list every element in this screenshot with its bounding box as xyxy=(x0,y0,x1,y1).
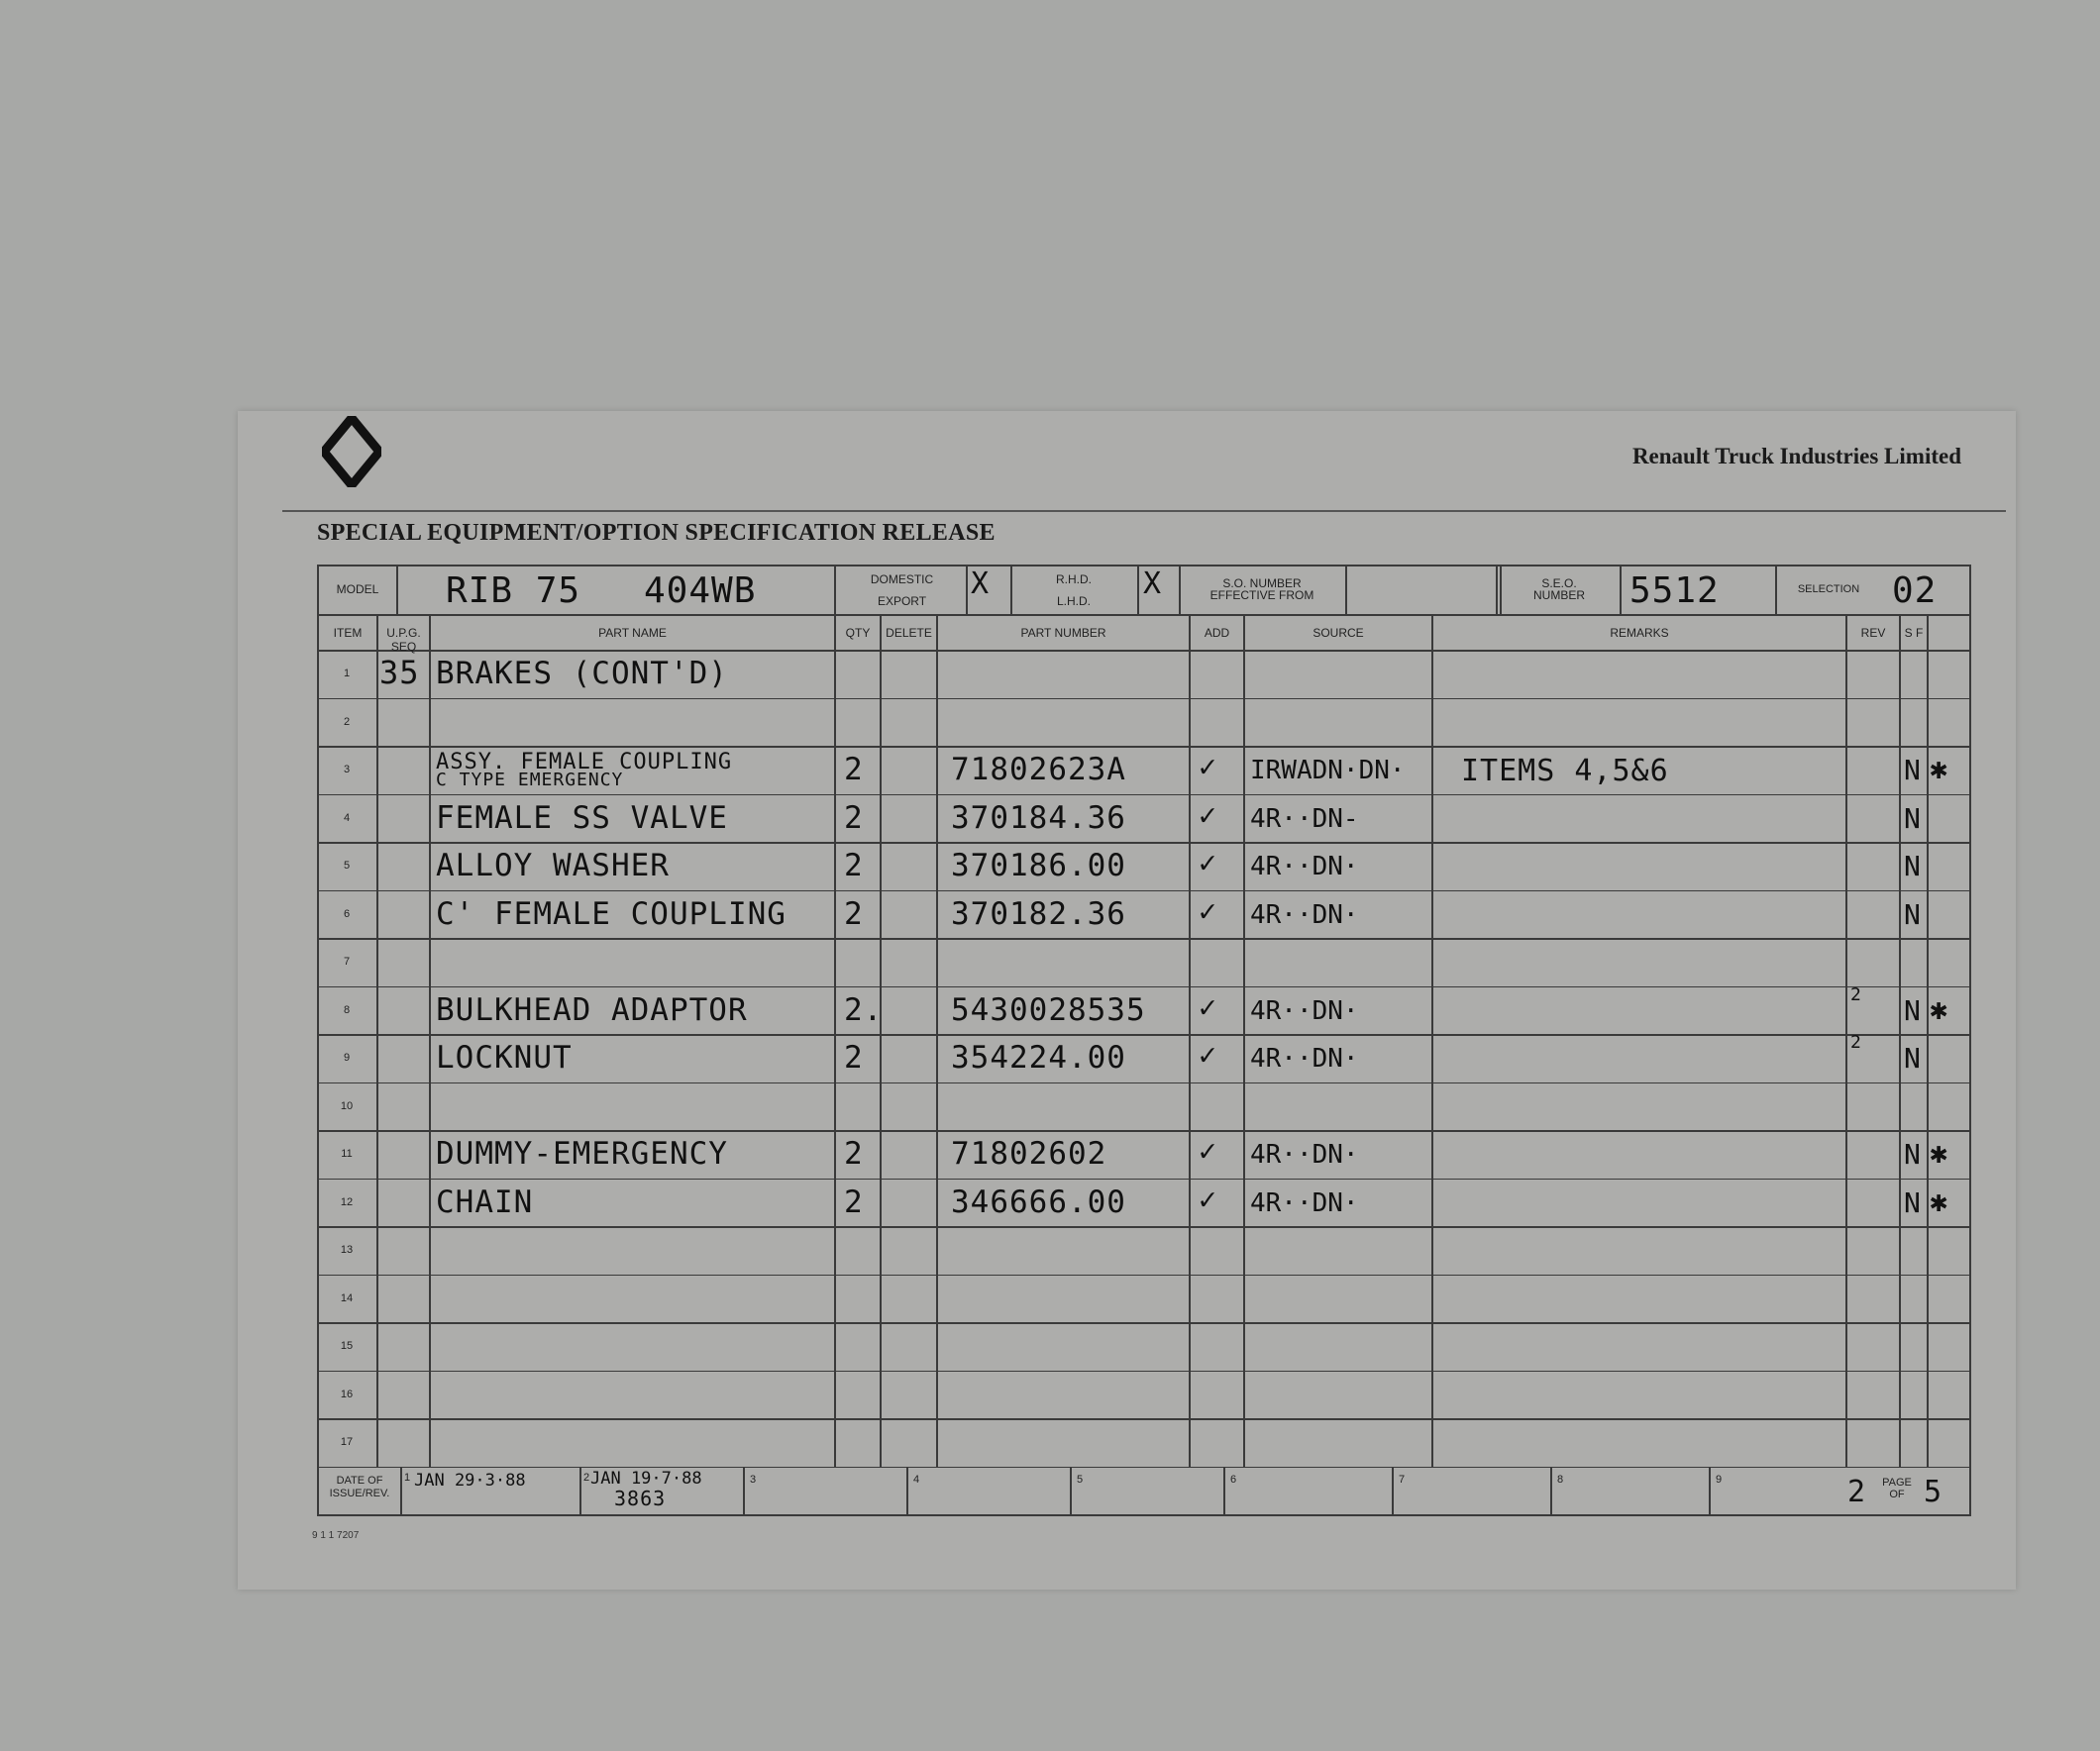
rhd-label: R.H.D. xyxy=(1056,572,1092,586)
header-cell-divider xyxy=(966,565,968,614)
row-part-name: CHAIN xyxy=(436,1184,534,1220)
row-qty: 2 xyxy=(844,1040,864,1076)
column-sf: S F xyxy=(1904,626,1924,640)
row-part-number: 370184.36 xyxy=(951,799,1126,836)
row-divider xyxy=(317,746,1971,748)
row-source: 4R··DN· xyxy=(1250,852,1359,881)
header-cell-divider xyxy=(1496,565,1498,614)
row-divider xyxy=(317,1130,1971,1132)
row-part-name: ALLOY WASHER xyxy=(436,848,670,883)
column-divider xyxy=(880,614,882,1467)
header-cell-divider xyxy=(396,565,398,614)
row-part-name: BULKHEAD ADAPTOR xyxy=(436,991,748,1028)
selection-value: 02 xyxy=(1892,570,1938,611)
row-part-number: 370182.36 xyxy=(951,895,1126,932)
row-qty: 2 xyxy=(844,1184,864,1220)
row-divider xyxy=(317,1418,1971,1420)
column-divider xyxy=(1243,614,1245,1467)
column-divider xyxy=(1189,614,1191,1467)
row-add-check: ✓ xyxy=(1199,750,1218,784)
footer-cell-divider xyxy=(743,1467,745,1514)
row-star-mark: ✱ xyxy=(1930,1136,1948,1171)
row-item-number: 12 xyxy=(340,1195,354,1208)
form-title: SPECIAL EQUIPMENT/OPTION SPECIFICATION RELEASE xyxy=(317,520,996,546)
row-add-check: ✓ xyxy=(1199,846,1218,880)
header-cell-divider xyxy=(1137,565,1139,614)
row-item-number: 1 xyxy=(343,668,351,679)
row-remarks: ITEMS 4,5&6 xyxy=(1461,754,1669,788)
company-name: Renault Truck Industries Limited xyxy=(1631,444,1961,468)
row-sf-mark: N xyxy=(1904,993,1921,1027)
row-item-number: 15 xyxy=(340,1340,354,1352)
row-item-number: 4 xyxy=(343,811,351,824)
column-upg-seq: U.P.G. SEQ xyxy=(386,626,421,654)
export-label: EXPORT xyxy=(877,594,927,608)
page-number: 2 xyxy=(1847,1474,1867,1509)
row-divider xyxy=(317,1467,1971,1469)
issue-slot-number: 5 xyxy=(1076,1473,1084,1486)
column-divider xyxy=(1431,614,1433,1467)
issue-slot-number: 3 xyxy=(749,1473,757,1486)
seo-number-value: 5512 xyxy=(1629,570,1720,611)
row-star-mark: ✱ xyxy=(1930,752,1948,786)
row-item-number: 14 xyxy=(340,1291,354,1304)
header-cell-divider xyxy=(1345,565,1347,614)
row-divider xyxy=(317,698,1971,700)
row-source: IRWADN·DN· xyxy=(1250,756,1406,785)
seo-number-label: NUMBER xyxy=(1532,588,1585,602)
row-part-number: 354224.00 xyxy=(951,1040,1126,1076)
row-sf-mark: N xyxy=(1904,850,1921,882)
row-qty: 2 xyxy=(844,799,864,836)
column-delete: DELETE xyxy=(886,626,932,640)
footer-cell-divider xyxy=(1550,1467,1552,1514)
issue-2-ref: 3863 xyxy=(614,1486,667,1510)
column-part-name: PART NAME xyxy=(598,626,667,640)
footer-cell-divider xyxy=(1070,1467,1072,1514)
column-divider xyxy=(1899,614,1901,1467)
row-divider xyxy=(317,938,1971,940)
row-item-number: 5 xyxy=(343,860,351,872)
effective-from-label: EFFECTIVE FROM xyxy=(1209,588,1314,602)
column-source: SOURCE xyxy=(1312,626,1364,640)
row-part-name: DUMMY-EMERGENCY xyxy=(436,1136,728,1172)
row-item-number: 11 xyxy=(341,1148,353,1160)
row-star-mark: ✱ xyxy=(1930,991,1948,1027)
row-item-number: 3 xyxy=(343,764,351,775)
row-item-number: 8 xyxy=(343,1003,351,1016)
so-number-label: S.O. NUMBER xyxy=(1222,576,1302,590)
row-item-number: 9 xyxy=(343,1052,351,1064)
row-add-check: ✓ xyxy=(1199,797,1218,833)
row-part-number: 370186.00 xyxy=(951,848,1126,883)
column-divider xyxy=(429,614,431,1467)
row-source: 4R··DN· xyxy=(1250,899,1359,930)
column-divider xyxy=(1845,614,1847,1467)
row-star-mark: ✱ xyxy=(1930,1184,1948,1219)
issue-slot-number: 7 xyxy=(1398,1473,1406,1486)
row-source: 4R··DN· xyxy=(1250,995,1359,1026)
domestic-mark: X xyxy=(971,566,991,601)
row-item-number: 7 xyxy=(343,956,351,968)
issue-2-date: JAN 19·7·88 xyxy=(590,1468,702,1489)
row-sf-mark: N xyxy=(1904,1138,1921,1171)
divider xyxy=(282,510,2006,512)
row-part-number: 5430028535 xyxy=(951,991,1146,1028)
row-part-name-line2: C TYPE EMERGENCY xyxy=(436,770,624,790)
selection-label: SELECTION xyxy=(1797,583,1860,595)
column-qty: QTY xyxy=(845,626,871,640)
row-source: 4R··DN· xyxy=(1250,1044,1359,1074)
page-total: 5 xyxy=(1924,1474,1943,1509)
footer-cell-divider xyxy=(1709,1467,1711,1514)
row-divider xyxy=(317,1275,1971,1277)
header-cell-divider xyxy=(1620,565,1622,614)
issue-slot-number: 4 xyxy=(912,1473,920,1486)
column-part-number: PART NUMBER xyxy=(1020,626,1106,640)
row-item-number: 2 xyxy=(343,715,351,728)
column-item: ITEM xyxy=(333,626,363,640)
row-divider xyxy=(317,842,1971,844)
row-qty: 2 xyxy=(844,752,864,787)
row-divider xyxy=(317,986,1971,988)
footer-cell-divider xyxy=(1223,1467,1225,1514)
row-item-number: 17 xyxy=(340,1436,354,1448)
column-divider xyxy=(1927,614,1929,1467)
specification-form xyxy=(317,565,1971,1535)
row-source: 4R··DN- xyxy=(1250,803,1359,834)
page-of-label: PAGE OF xyxy=(1882,1476,1912,1500)
row-divider xyxy=(317,1226,1971,1228)
row-sf-mark: N xyxy=(1904,801,1921,835)
row-sf-mark: N xyxy=(1904,897,1921,931)
row-divider xyxy=(317,1322,1971,1324)
row-item-number: 10 xyxy=(340,1099,354,1112)
form-border-bottom xyxy=(317,1514,1971,1516)
column-rev: REV xyxy=(1860,626,1886,640)
rhd-mark: X xyxy=(1143,566,1163,601)
model-value: RIB 75 xyxy=(446,570,581,611)
row-part-number: 346666.00 xyxy=(951,1184,1126,1220)
column-remarks: REMARKS xyxy=(1610,626,1669,640)
form-code: 9 1 1 7207 xyxy=(312,1530,360,1541)
row-add-check: ✓ xyxy=(1199,1134,1218,1169)
row-item-number: 13 xyxy=(340,1244,354,1256)
row-add-check: ✓ xyxy=(1199,1038,1218,1073)
issue-slot-number: 8 xyxy=(1556,1473,1564,1486)
row-add-check: ✓ xyxy=(1199,893,1218,929)
row-divider xyxy=(317,890,1971,892)
row-part-name: C' FEMALE COUPLING xyxy=(436,895,787,932)
row-add-check: ✓ xyxy=(1199,1182,1218,1217)
row-qty: 2 xyxy=(844,848,864,883)
row-sf-mark: N xyxy=(1904,1185,1921,1219)
row-sf-mark: N xyxy=(1904,1042,1921,1075)
issue-2-number: 2 xyxy=(582,1471,590,1484)
row-item-number: 6 xyxy=(343,907,351,920)
row-divider xyxy=(317,794,1971,796)
renault-logo-icon xyxy=(322,416,381,487)
column-divider xyxy=(376,614,378,1467)
row-qty: 2 xyxy=(844,895,864,932)
row-source: 4R··DN· xyxy=(1250,1140,1359,1170)
row-item-number: 16 xyxy=(340,1388,354,1400)
row-part-name: ASSY. FEMALE COUPLING xyxy=(436,750,733,774)
row-source: 4R··DN· xyxy=(1250,1187,1359,1218)
row-rev: 2 xyxy=(1850,983,1862,1005)
column-divider xyxy=(936,614,938,1467)
issue-1-number: 1 xyxy=(403,1471,411,1484)
row-add-check: ✓ xyxy=(1199,989,1218,1025)
header-cell-divider xyxy=(834,565,836,614)
model-label: MODEL xyxy=(336,582,379,596)
issue-1-date: JAN 29·3·88 xyxy=(414,1470,526,1491)
header-divider xyxy=(317,614,1971,616)
row-qty: 2. xyxy=(844,991,884,1028)
row-part-name: LOCKNUT xyxy=(436,1040,573,1076)
column-add: ADD xyxy=(1204,626,1230,640)
footer-cell-divider xyxy=(906,1467,908,1514)
row-sf-mark: N xyxy=(1904,754,1921,786)
column-header-divider xyxy=(317,650,1971,652)
row-part-number: 71802623A xyxy=(951,752,1126,787)
row-upg-seq: 35 xyxy=(379,654,420,691)
wheelbase-value: 404WB xyxy=(644,570,757,611)
seo-label: S.E.O. xyxy=(1541,576,1577,590)
footer-cell-divider xyxy=(1392,1467,1394,1514)
row-part-name: FEMALE SS VALVE xyxy=(436,799,728,836)
row-divider xyxy=(317,1034,1971,1036)
row-part-number: 71802602 xyxy=(951,1136,1107,1172)
domestic-label: DOMESTIC xyxy=(870,572,934,586)
issue-slot-number: 9 xyxy=(1715,1473,1723,1486)
row-divider xyxy=(317,1082,1971,1084)
issue-slot-number: 6 xyxy=(1229,1473,1237,1486)
lhd-label: L.H.D. xyxy=(1056,594,1091,608)
column-divider xyxy=(834,614,836,1467)
row-divider xyxy=(317,1179,1971,1181)
date-of-issue-label: DATE OF ISSUE/REV. xyxy=(329,1474,390,1499)
row-rev: 2 xyxy=(1850,1032,1862,1053)
header-cell-divider xyxy=(1775,565,1777,614)
row-part-name: BRAKES (CONT'D) xyxy=(436,656,728,691)
row-divider xyxy=(317,1371,1971,1373)
row-qty: 2 xyxy=(844,1136,864,1172)
